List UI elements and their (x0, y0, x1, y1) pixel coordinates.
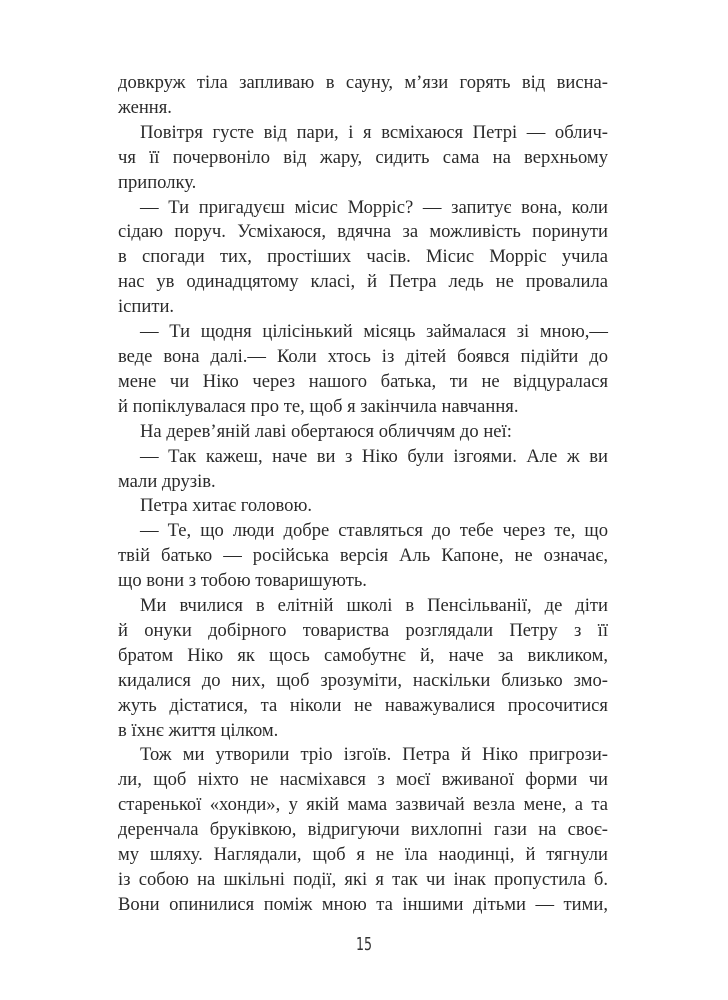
text-line: мали друзів. (118, 470, 216, 492)
text-line: кидалися до них, щоб зрозуміти, наскільки близько змо- (118, 669, 608, 691)
text-line: із собою на шкільні події, які я так чи інак пропустила б. (118, 869, 608, 890)
text-line: Петра хитає головою. (140, 495, 312, 517)
book-page-body (118, 71, 608, 918)
text-line: в їхнє життя цілком. (118, 719, 279, 741)
text-line: жуть дістатися, та ніколи не наважувалися просочитися (118, 694, 608, 716)
text-line: Ми вчилися в елітній школі в Пенсільванії, де діти (140, 595, 608, 617)
text-line: ження. (118, 96, 172, 118)
text-line: твій батько — російська версія Аль Капоне, не означає, (118, 545, 608, 567)
text-line: братом Ніко як щось самобутнє й, наче за викликом, (118, 644, 608, 666)
text-line: му шляху. Наглядали, щоб я не їла наодинці, й тягнули (118, 844, 608, 866)
page-number: 15 (355, 934, 373, 955)
text-line: що вони з тобою товаришують. (118, 570, 367, 592)
text-line: старенької «хонди», у якій мама зазвичай везла мене, а та (118, 794, 608, 816)
text-line: — Те, що люди добре ставляться до тебе через те, що (140, 520, 608, 542)
text-line: Тож ми утворили тріо ізгоїв. Петра й Ніко пригрози- (140, 744, 608, 766)
text-line: Вони опинилися поміж мною та іншими дітьми — тими, (118, 893, 608, 915)
text-line: деренчала бруківкою, відригуючи вихлопні гази на своє- (118, 819, 608, 841)
text-line: — Так кажеш, наче ви з Ніко були ізгоями. Але ж ви (140, 445, 608, 467)
text-line: На дерев’яній лаві обертаюся обличчям до неї: (140, 420, 512, 442)
text-line: довкруж тіла запливаю в сауну, м’язи горять від висна- (118, 72, 608, 93)
text-line: нас ув одинадцятому класі, й Петра ледь не провалила (118, 271, 608, 293)
text-line: й онуки добірного товариства розглядали Петру з її (118, 619, 608, 641)
text-line: іспити. (118, 296, 175, 318)
text-line: ли, щоб ніхто не насміхався з моєї вживаної форми чи (118, 769, 608, 791)
text-line: Повітря густе від пари, і я всміхаюся Петрі — облич- (140, 121, 608, 143)
text-line: й попіклувалася про те, щоб я закінчила навчання. (118, 395, 519, 417)
text-line: веде вона далі.— Коли хтось із дітей боявся підійти до (118, 345, 608, 367)
text-line: — Ти щодня цілісінький місяць займалася зі мною,— (140, 321, 608, 343)
text-line: сідаю поруч. Усміхаюся, вдячна за можливість поринути (118, 221, 608, 243)
text-line: чя її почервоніло від жару, сидить сама на верхньому (118, 146, 608, 168)
text-line: — Ти пригадуєш місис Морріс? — запитує вона, коли (140, 196, 608, 218)
text-line: приполку. (118, 171, 197, 193)
text-line: мене чи Ніко через нашого батька, ти не відцуралася (118, 370, 608, 392)
text-line: в спогади тих, простіших часів. Місис Морріс учила (118, 246, 608, 268)
